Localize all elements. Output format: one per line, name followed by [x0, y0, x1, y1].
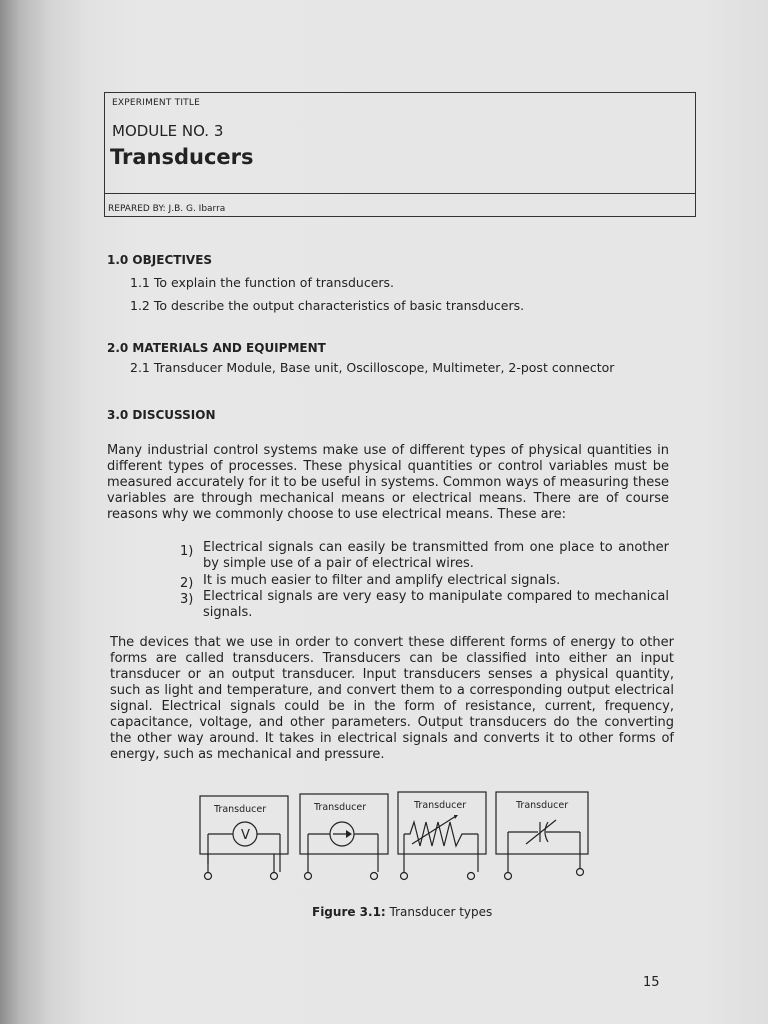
figure-caption-text: Transducer types — [385, 905, 493, 919]
terminal-icon — [205, 873, 212, 880]
prepared-by: REPARED BY: J.B. G. Ibarra — [108, 204, 226, 214]
materials-heading: 2.0 MATERIALS AND EQUIPMENT — [107, 341, 326, 355]
experiment-title-label: EXPERIMENT TITLE — [112, 98, 200, 108]
objective-item: 1.1 To explain the function of transducers. — [130, 275, 395, 290]
discussion-heading: 3.0 DISCUSSION — [107, 408, 216, 422]
list-item-number: 2) — [180, 576, 194, 591]
objective-item: 1.2 To describe the output characteristics of basic transducers. — [130, 298, 525, 313]
page-number: 15 — [643, 975, 660, 990]
transducer-box-label: Transducer — [516, 800, 569, 811]
list-item-number: 1) — [180, 544, 194, 559]
discussion-paragraph-1: Many industrial control systems make use of different types of physical quantities in different types of processes. These physical quantities or control variables must be measured accurately for it to be useful in systems. Common ways of measuring these variables are through mechanical means or electrical means. There are of course reasons why we commonly choose to use electrical means. These are: — [107, 443, 669, 522]
transducer-box-label: Transducer — [414, 800, 467, 811]
voltage-source-symbol: V — [241, 828, 250, 843]
list-item: Electrical signals can easily be transmitted from one place to another by simple use of a pair of electrical wires. — [203, 540, 669, 571]
list-item: It is much easier to filter and amplify electrical signals. — [203, 573, 561, 588]
terminal-icon — [468, 873, 475, 880]
transducer-box-label: Transducer — [214, 804, 267, 815]
module-number: MODULE NO. 3 — [112, 122, 224, 140]
terminal-icon — [401, 873, 408, 880]
terminal-icon — [505, 873, 512, 880]
objectives-heading: 1.0 OBJECTIVES — [107, 253, 213, 267]
transducer-box-label: Transducer — [314, 802, 367, 813]
list-item-number: 3) — [180, 592, 194, 607]
materials-item: 2.1 Transducer Module, Base unit, Oscilloscope, Multimeter, 2-post connector — [130, 360, 615, 375]
discussion-paragraph-2: The devices that we use in order to convert these different forms of energy to other forms are called transducers. Transducers can be classified into either an input transducer or an output transducer. Input transducers senses a physical quantity, such as light and temperature, and convert them to a corresponding output electrical signal. Electrical signals could be in the form of resistance, current, frequency, capacitance, voltage, and other parameters. Output transducers do the converting the other way around. It takes in electrical signals and converts it to other forms of energy, such as mechanical and pressure. — [110, 635, 674, 762]
figure-caption — [312, 905, 492, 919]
figure-caption-label: Figure 3.1: — [312, 905, 386, 919]
page-title: Transducers — [110, 145, 254, 169]
terminal-icon — [305, 873, 312, 880]
transducer-types-figure — [196, 788, 596, 892]
terminal-icon — [577, 869, 584, 876]
list-item: Electrical signals are very easy to manipulate compared to mechanical signals. — [203, 589, 669, 620]
terminal-icon — [371, 873, 378, 880]
terminal-icon — [271, 873, 278, 880]
header-divider — [104, 193, 696, 194]
